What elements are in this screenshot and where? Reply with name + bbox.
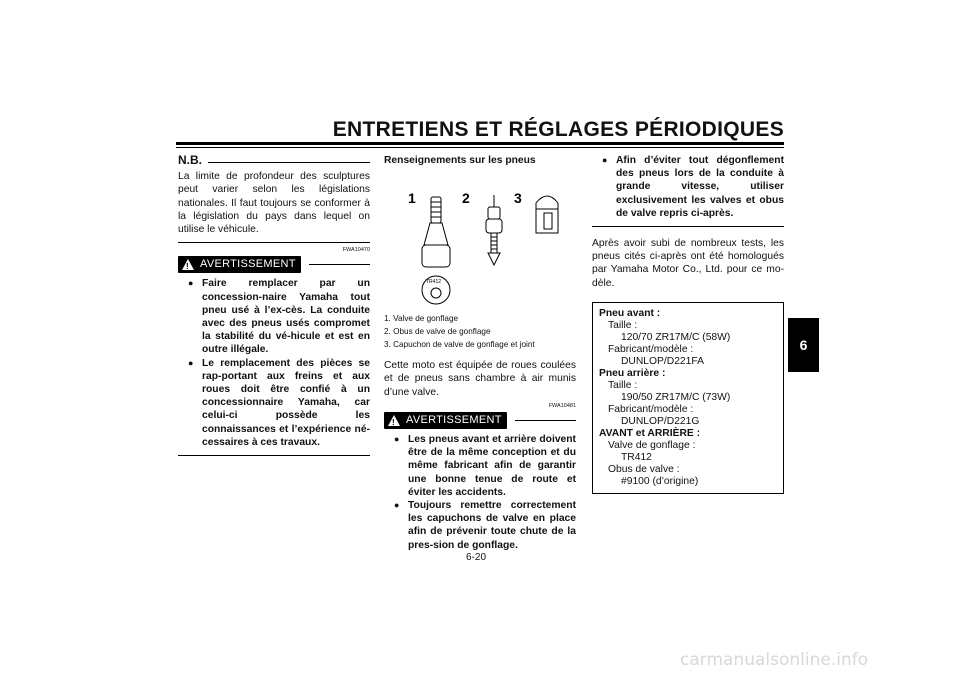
spec-rear-size: 190/50 ZR17M/C (73W) [621,391,731,403]
warning-triangle-icon: ! [182,259,194,270]
warning-badge [384,412,507,429]
note-end-rule [178,242,370,243]
warning-list [178,277,370,449]
warning-header [178,256,370,273]
spec-both-label: AVANT et ARRIÈRE : [599,427,701,439]
warning-end-rule [592,226,784,227]
list-item: ● Le remplacement des pièces se rap-portant aux freins et aux roues doit être confié à un concessionnaire Yamaha, car celui-ci possède les connaissances et l’expérience né-cessaires à ces travaux. [178,357,370,449]
column-middle [384,154,576,552]
warning-rule [309,264,370,265]
tubeless-text: Cette moto est équipée de roues coulées et de pneus sans chambre à air munis d’une valve. [384,360,576,398]
warning-triangle-icon: ! [388,415,400,426]
note-header [178,154,370,167]
section-heading: Renseignements sur les pneus [384,155,536,166]
spec-maker-label: Fabricant/modèle : [608,343,694,355]
valve-icon [422,197,450,304]
caption-item: 3. Capuchon de valve de gonflage et joint [384,339,535,349]
valve-marking: TR412 [426,279,442,286]
spec-front-label: Pneu avant : [599,307,661,319]
warning-header [384,412,576,429]
chapter-tab: 6 [788,318,819,372]
spec-core-value: #9100 (d’origine) [621,475,699,487]
list-item: ● Afin d’éviter tout dégonflement des pneus lors de la conduite à grande vitesse, utiliser exclusivement les valves et obus de valve repris ci-après. [592,154,784,220]
spec-front-model: DUNLOP/D221FA [621,355,704,367]
valve-core-icon [486,195,502,265]
column-right [592,154,784,494]
page-title: ENTRETIENS ET RÉGLAGES PÉRIODIQUES [332,118,784,141]
figure-captions [384,313,576,351]
caption-item: 2. Obus de valve de gonflage [384,327,491,336]
warning-label: AVERTISSEMENT [406,413,502,426]
header-rule [176,142,784,145]
warning-list [592,154,784,220]
watermark: carmanualsonline.info [680,650,869,670]
warning-code: FWA10470 [342,247,370,254]
warning-end-rule [178,455,370,456]
spec-valve-label: Valve de gonflage : [608,439,696,451]
spec-rear-model: DUNLOP/D221G [621,415,700,427]
warning-label: AVERTISSEMENT [200,258,296,271]
column-left [178,154,370,456]
figure-number-2: 2 [462,190,470,207]
warning-list [384,433,576,552]
valve-figure [384,175,576,309]
note-text: La limite de profondeur des sculptures peut varier selon les législations nationales. Il faut toujours se conformer à la législation du pays dans lequel on utilise le véhicule. [178,171,370,236]
spec-rear-label: Pneu arrière : [599,367,666,379]
spec-front-size: 120/70 ZR17M/C (58W) [621,331,731,343]
list-item: ● Les pneus avant et arrière doivent être de la même conception et du même fabricant afin de garantir une bonne tenue de route et éviter les accidents. [384,433,576,499]
page-number: 6-20 [466,552,487,563]
approval-text: Après avoir subi de nombreux tests, les pneus cités ci-après ont été homologués par Yamaha Motor Co., Ltd. pour ce mo-dèle. [592,238,784,289]
spec-core-label: Obus de valve : [608,463,680,475]
caption-item: 1. Valve de gonflage [384,314,459,324]
warning-code: FWA10481 [548,402,576,409]
figure-number-1: 1 [408,190,416,207]
figure-number-3: 3 [514,190,522,207]
spec-size-label: Taille : [608,319,638,331]
valve-cap-icon [536,196,558,233]
list-item: ● Toujours remettre correctement les capuchons de valve en place afin de prévenir toute chute de la pres-sion de gonflage. [384,499,576,552]
spec-maker-label: Fabricant/modèle : [608,403,694,415]
spec-size-label: Taille : [608,379,638,391]
list-item: ● Faire remplacer par un concession-naire Yamaha tout pneu usé à l’ex-cès. La conduite avec des pneus usés compromet la stabilité du vé-hicule et est en outre illégale. [178,277,370,356]
warning-badge [178,256,301,273]
warning-rule [515,420,576,421]
tire-spec-box [592,302,784,494]
note-rule [208,162,370,163]
spec-valve-value: TR412 [621,451,652,463]
header-rule-thin [176,147,784,148]
note-label: N.B. [178,153,202,167]
